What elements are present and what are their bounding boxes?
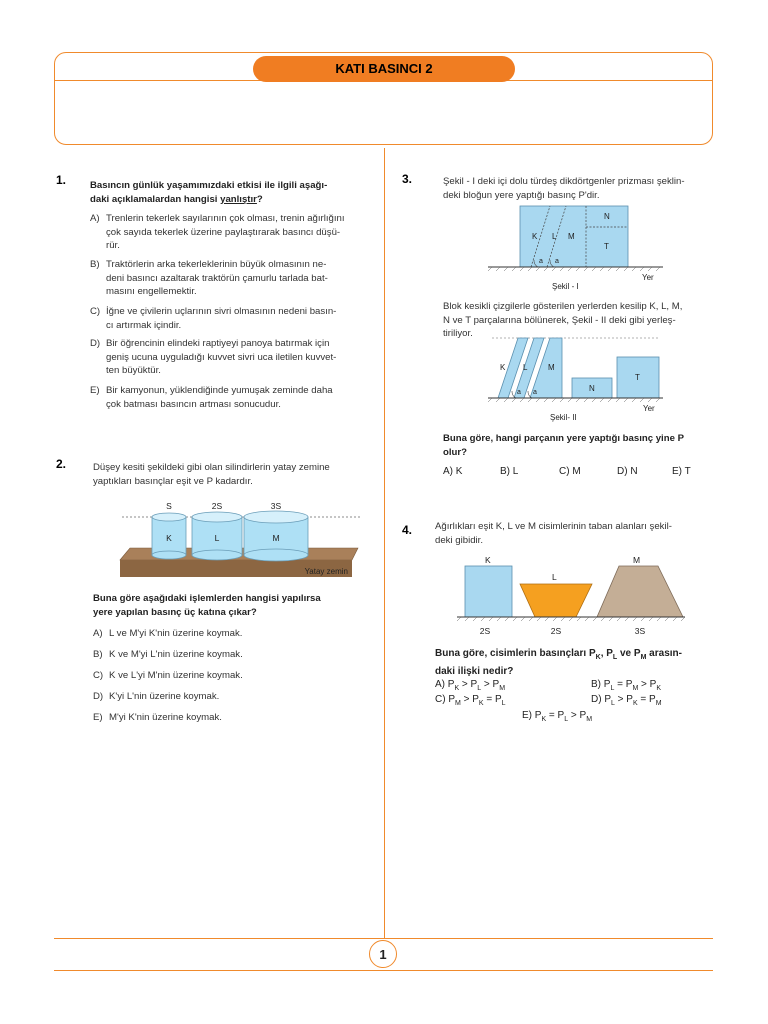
question-2-question [93,592,373,619]
question-4-stem [435,520,715,547]
figure-1-caption: Şekil - I [552,282,579,291]
option-label: D) [93,691,104,702]
q2-option-d[interactable] [93,690,219,704]
cylinder-l-label: L [214,533,220,543]
body-k-label: K [485,555,491,565]
option-text: Trenlerin tekerlek sayılarının çok olması, trenin ağırlığını [106,213,345,224]
q1-option-line [90,398,375,412]
footer-line-bottom [54,970,713,971]
piece-k-label: K [500,363,506,372]
question-4-number: 4. [402,523,413,537]
ground-label-2: Yer [643,404,655,413]
question-1-stem [90,179,370,206]
part-t-label: T [604,242,609,251]
question-4-question-line1: Buna göre, cisimlerin basınçları $P_K$, $P_L$ ve $P_M$ arasın- [435,648,682,661]
q1-option-e[interactable] [90,384,375,411]
question-4-question [435,647,720,678]
q1-option-line [90,305,375,319]
q4-option-d[interactable]: D) $P_L > P_K = P_M$ [591,694,662,707]
q1-option-line [90,319,375,333]
angle-label-3: a [517,389,521,396]
q1-option-b[interactable] [90,258,375,299]
q4-option-e[interactable]: E) $P_K = P_L > P_M$ [522,710,593,723]
area-label-s: S [166,501,172,511]
piece-m-label: M [548,363,555,372]
area-label-2s: 2S [211,501,223,511]
angle-label-4: a [533,389,537,396]
question-1-stem-line2 [90,193,370,207]
option-text: K'yi L'nin üzerine koymak. [109,691,220,702]
option-text: ten büyüktür. [106,365,161,376]
piece-l-label: L [523,363,528,372]
option-text: geniş ucuna uyguladığı kuvvet sivri uca iletilen kuvvet- [106,351,337,363]
question-2-stem-line2: yaptıkları basınçlar eşit ve P kadardır. [93,475,253,487]
angle-label-1: a [539,258,543,265]
part-m-label: M [568,232,575,241]
column-divider [384,148,385,938]
question-2-stem [93,461,373,488]
question-2-stem-line1: Düşey kesiti şekildeki gibi olan silindirlerin yatay zemine [93,462,330,473]
body-l-label: L [552,572,557,582]
question-2-question-line2: yere yapılan basınç üç katına çıkar? [93,606,257,618]
question-3-stem-line1: Şekil - I deki içi dolu türdeş dikdörtgenler prizması şeklin- [443,176,685,187]
body-m-label: M [633,555,641,565]
q1-option-line [90,364,375,378]
q3-option-a[interactable]: A) K [443,466,463,477]
option-label: A) [90,213,100,224]
question-3-question-line2: olur? [443,446,467,458]
option-text: çok sayıda tekerlek üzerine paylaştırarak basıncı düşü- [106,226,341,238]
question-4-stem-line1: Ağırlıkları eşit K, L ve M cisimlerinin taban alanları şekil- [435,521,672,532]
figure-2-caption: Şekil- II [550,413,577,422]
ground-hatch-2 [488,398,660,402]
option-label: D) [90,338,101,349]
ground-label: Yatay zemin [304,567,348,576]
figure-sekil-2 [488,334,668,426]
part-k-label: K [532,232,538,241]
option-text: Bir öğrencinin elindeki raptiyeyi panoya batırmak için [106,338,330,349]
option-label: C) [90,306,101,317]
option-text: Traktörlerin arka tekerleklerinin büyük olmasının ne- [106,259,327,270]
option-label: B) [93,649,103,660]
cylinder-k-label: K [166,533,172,543]
question-3-middle-line1: Blok kesikli çizgilerle gösterilen yerlerden kesilip K, L, M, [443,301,683,312]
body-l-area: 2S [550,626,562,636]
q1-option-line [90,337,375,351]
angle-label-2: a [555,258,559,265]
q4-option-c[interactable]: C) $P_M > P_K = P_L$ [435,694,506,707]
question-1-stem-line1: Basıncın günlük yaşamımızdaki etkisi ile ilgili aşağı- [90,180,328,191]
option-text: çok batması basıncın artması sonucudur. [106,398,281,410]
page-title: KATI BASINCI 2 [253,56,515,82]
ground-hatch [488,267,660,271]
q4-option-b[interactable]: B) $P_L = P_M > P_K$ [591,679,662,692]
ground-label-1: Yer [642,273,654,282]
q1-option-line [90,272,375,286]
q1-option-line [90,258,375,272]
option-text: deni basıncı azaltarak traktörün çamurlu tarlada bat- [106,272,328,284]
q2-option-c[interactable] [93,669,243,683]
body-l [520,584,592,617]
body-m-area: 3S [634,626,646,636]
option-text: L ve M'yi K'nin üzerine koymak. [109,628,243,639]
q3-option-c[interactable]: C) M [559,466,581,477]
question-1-stem-underlined: yanlıştır [220,193,257,205]
body-k [465,566,512,617]
question-1-number: 1. [56,173,67,187]
q3-option-b[interactable]: B) L [500,466,519,477]
q2-option-b[interactable] [93,648,243,662]
question-3-stem [443,175,718,202]
option-label: A) [93,628,103,639]
q1-option-line [90,384,375,398]
option-label: E) [93,712,103,723]
question-3-question [443,432,718,459]
q1-option-line [90,226,375,240]
option-text: Bir kamyonun, yüklendiğinde yumuşak zeminde daha [106,385,333,396]
ground-hatch-3 [457,617,685,621]
piece-n-label: N [589,384,595,393]
cylinder-m-label: M [272,533,280,543]
question-1-stem-end: ? [256,193,263,205]
piece-t-label: T [635,373,640,382]
q1-option-d[interactable] [90,337,375,378]
option-label: C) [93,670,104,681]
q1-option-line [90,351,375,365]
option-label: E) [90,385,100,396]
question-3-middle-line3: tiriliyor. [443,328,473,339]
option-text: M'yi K'nin üzerine koymak. [109,712,222,723]
question-3-number: 3. [402,172,413,186]
q1-option-c[interactable] [90,305,375,332]
question-3-middle-line2: N ve T parçalarına bölünerek, Şekil - II deki gibi yerleş- [443,314,676,326]
option-text: rür. [106,240,120,251]
part-l-label: L [552,232,557,241]
figure-sekil-1 [488,203,668,293]
question-3-stem-line2: deki bloğun yere yaptığı basınç P'dir. [443,189,600,201]
option-text: K ve M'yi L'nin üzerine koymak. [109,649,243,660]
option-label: B) [90,259,100,270]
cylinders-figure [110,500,360,580]
question-2-question-line1: Buna göre aşağıdaki işlemlerden hangisi yapılırsa [93,593,321,604]
body-k-area: 2S [479,626,491,636]
option-text: K ve L'yi M'nin üzerine koymak. [109,670,243,681]
body-m [597,566,683,617]
question-2-number: 2. [56,457,67,471]
q1-option-line [90,212,375,226]
q3-option-e[interactable]: E) T [672,466,691,477]
option-text: cı artırmak içindir. [106,319,182,331]
q1-option-line [90,239,375,253]
option-text: İğne ve çivilerin uçlarının sivri olmasının nedeni basın- [106,306,337,317]
q1-option-line [90,285,375,299]
q4-option-a[interactable]: A) $P_K > P_L > P_M$ [435,679,506,692]
q2-option-a[interactable] [93,627,242,641]
question-4-question-line2: daki ilişki nedir? [435,665,514,677]
page-number: 1 [369,940,397,968]
q1-option-a[interactable] [90,212,375,253]
part-n-label: N [604,212,610,221]
footer-line-top [54,938,713,939]
question-3-question-line1: Buna göre, hangi parçanın yere yaptığı basınç yine P [443,433,684,444]
area-label-3s: 3S [270,501,282,511]
question-4-stem-line2: deki gibidir. [435,534,483,546]
bodies-figure [455,553,687,639]
q3-option-d[interactable]: D) N [617,466,638,477]
q2-option-e[interactable] [93,711,222,725]
option-text: masını engellemektir. [106,286,197,297]
question-1-stem-text: daki açıklamalardan hangisi [90,193,221,205]
